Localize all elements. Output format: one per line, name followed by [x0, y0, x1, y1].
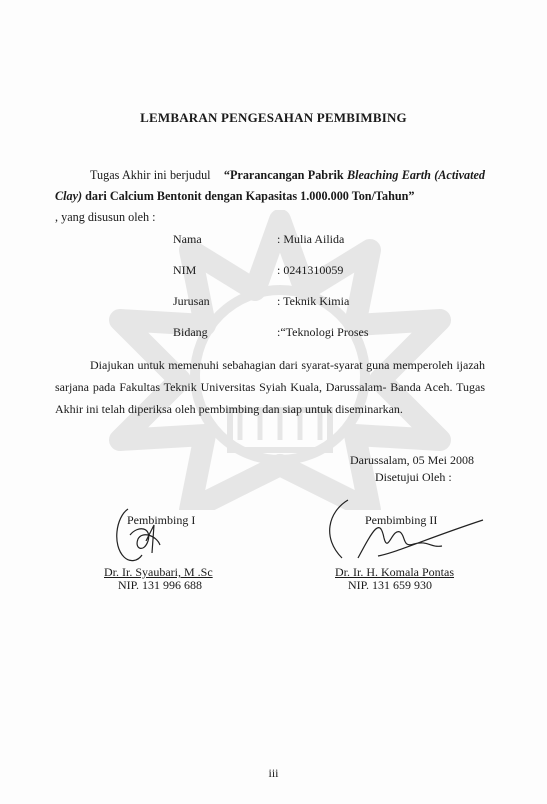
intro-lead: Tugas Akhir ini berjudul [90, 168, 211, 182]
field-value: :“Teknologi Proses [277, 325, 369, 339]
field-label: NIM [173, 263, 197, 277]
thesis-title-italic-1: Bleaching Earth [346, 168, 431, 182]
supervisor-2-nip: NIP. 131 659 930 [348, 578, 433, 592]
supervisor-1-name: Dr. Ir. Syaubari, M .Sc [104, 565, 213, 579]
approved-by-label: Disetujui Oleh : [375, 470, 452, 484]
field-label: Nama [173, 232, 202, 246]
field-label: Bidang [173, 325, 208, 339]
field-value: : Teknik Kimia [277, 294, 350, 308]
student-row-field [173, 325, 368, 356]
intro-tail: , yang disusun oleh : [55, 210, 156, 224]
supervisor-2-name: Dr. Ir. H. Komala Pontas [335, 565, 454, 579]
page-number: iii [268, 766, 279, 780]
field-label: Jurusan [173, 294, 210, 308]
thesis-title-italic-2: (Activated Clay) [55, 168, 485, 203]
page-title: LEMBARAN PENGESAHAN PEMBIMBING [140, 110, 407, 125]
thesis-title-part-b: dari Calcium Bentonit dengan Kapasitas 1.000.000 Ton/Tahun” [82, 189, 415, 203]
supervisor-1-role: Pembimbing I [127, 513, 196, 527]
student-info-table [173, 232, 368, 356]
place-date: Darussalam, 05 Mei 2008 [350, 453, 474, 467]
student-row-name [173, 232, 368, 263]
supervisor-2-signature [318, 498, 488, 570]
purpose-paragraph [55, 354, 485, 420]
supervisor-1-nip: NIP. 131 996 688 [118, 578, 203, 592]
intro-paragraph [55, 165, 485, 228]
student-row-nim [173, 263, 368, 294]
student-row-department [173, 294, 368, 325]
purpose-text: Diajukan untuk memenuhi sebahagian dari syarat-syarat guna memperoleh ijazah sarjana pada Fakultas Teknik Universitas Syiah Kuala, Darussalam- Banda Aceh. Tugas Akhir ini telah diperiksa oleh pembimbing dan siap untuk diseminarkan. [55, 358, 485, 416]
supervisor-2-role: Pembimbing II [365, 513, 438, 527]
field-value: : 0241310059 [277, 263, 344, 277]
supervisor-1-signature [108, 505, 188, 570]
field-value: : Mulia Ailida [277, 232, 345, 246]
thesis-title-part-a: “Prarancangan Pabrik [223, 168, 347, 182]
